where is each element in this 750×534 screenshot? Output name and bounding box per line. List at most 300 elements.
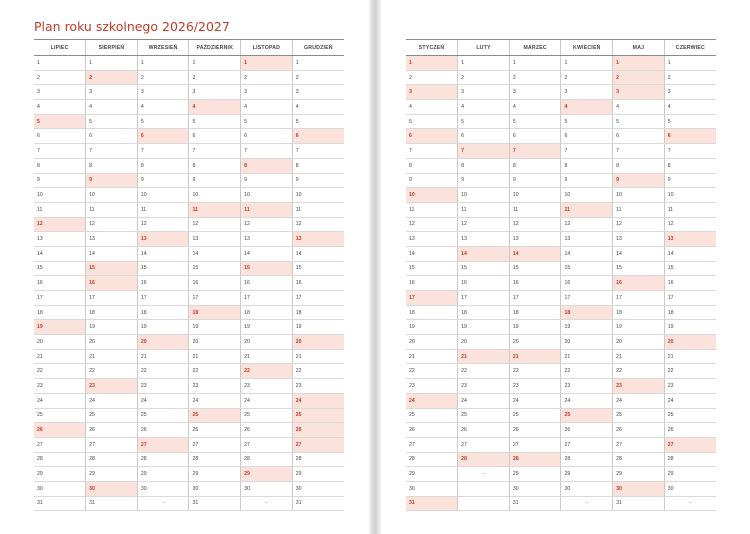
day-cell: 11 [137, 202, 189, 217]
day-row [406, 481, 716, 496]
day-cell: 14 [34, 246, 86, 261]
day-row [406, 144, 716, 159]
day-row [406, 70, 716, 85]
day-cell-highlighted: 30 [86, 481, 138, 496]
day-cell-highlighted: 24 [292, 393, 344, 408]
day-cell: 9 [458, 173, 510, 188]
day-cell: 2 [137, 70, 189, 85]
day-cell: 6 [458, 129, 510, 144]
day-cell: 27 [86, 437, 138, 452]
day-cell: 3 [509, 85, 561, 100]
day-cell-highlighted: 27 [292, 437, 344, 452]
day-cell: 13 [561, 232, 613, 247]
day-cell-highlighted: 13 [292, 232, 344, 247]
day-row [34, 379, 344, 394]
day-cell-highlighted: 14 [509, 246, 561, 261]
day-cell: 28 [406, 452, 458, 467]
day-cell: 24 [137, 393, 189, 408]
day-row [34, 129, 344, 144]
day-cell: 24 [458, 393, 510, 408]
day-cell: 15 [664, 261, 716, 276]
month-header: LUTY [458, 40, 510, 56]
day-cell: 16 [509, 276, 561, 291]
day-cell: 22 [561, 364, 613, 379]
day-row [34, 423, 344, 438]
day-cell: 10 [34, 188, 86, 203]
day-cell-highlighted: 20 [137, 335, 189, 350]
day-cell: 13 [34, 232, 86, 247]
day-row [406, 100, 716, 115]
day-cell: 15 [561, 261, 613, 276]
day-cell: 10 [241, 188, 293, 203]
day-cell: 20 [86, 335, 138, 350]
day-row [34, 276, 344, 291]
day-cell: 1 [292, 56, 344, 71]
day-cell: 14 [292, 246, 344, 261]
month-header: MAJ [613, 40, 665, 56]
day-cell: 13 [458, 232, 510, 247]
day-cell: 19 [509, 320, 561, 335]
day-row [406, 85, 716, 100]
day-cell: 6 [189, 129, 241, 144]
day-cell: 1 [561, 56, 613, 71]
day-cell: 16 [189, 276, 241, 291]
day-row [34, 158, 344, 173]
day-cell: 14 [664, 246, 716, 261]
day-cell: 13 [613, 232, 665, 247]
day-cell-dash: – [561, 496, 613, 511]
day-cell: 13 [86, 232, 138, 247]
day-cell: 2 [664, 70, 716, 85]
day-cell: 5 [86, 114, 138, 129]
day-cell: 15 [406, 261, 458, 276]
day-cell: 9 [561, 173, 613, 188]
day-cell: 28 [613, 452, 665, 467]
day-cell: 21 [613, 349, 665, 364]
day-cell: 6 [241, 129, 293, 144]
day-cell: 4 [34, 100, 86, 115]
day-cell: 31 [292, 496, 344, 511]
day-cell: 9 [189, 173, 241, 188]
day-cell-highlighted: 21 [458, 349, 510, 364]
day-row [34, 496, 344, 511]
day-cell: 21 [561, 349, 613, 364]
day-row [34, 305, 344, 320]
day-row [406, 364, 716, 379]
day-row [406, 393, 716, 408]
day-cell: 27 [509, 437, 561, 452]
day-cell: 13 [241, 232, 293, 247]
day-cell: 8 [137, 158, 189, 173]
day-cell: 10 [292, 188, 344, 203]
day-cell: 9 [509, 173, 561, 188]
day-row [34, 335, 344, 350]
day-cell: 20 [458, 335, 510, 350]
day-cell: 15 [292, 261, 344, 276]
day-cell-highlighted: 7 [458, 144, 510, 159]
day-cell: 5 [509, 114, 561, 129]
day-cell-highlighted: 15 [86, 261, 138, 276]
day-cell-highlighted: 8 [241, 158, 293, 173]
day-cell: 30 [292, 481, 344, 496]
day-cell: 13 [406, 232, 458, 247]
day-cell: 2 [34, 70, 86, 85]
day-row [34, 393, 344, 408]
day-cell: 12 [189, 217, 241, 232]
calendar-table-left [34, 39, 344, 511]
day-cell: 3 [189, 85, 241, 100]
day-cell: 26 [509, 423, 561, 438]
day-cell: 3 [664, 85, 716, 100]
day-cell: 22 [86, 364, 138, 379]
day-cell: 8 [34, 158, 86, 173]
day-cell: 17 [34, 291, 86, 306]
day-cell: 7 [137, 144, 189, 159]
month-header: LISTOPAD [241, 40, 293, 56]
day-row [34, 452, 344, 467]
day-cell: 8 [406, 158, 458, 173]
day-cell: 10 [458, 188, 510, 203]
day-cell: 23 [241, 379, 293, 394]
day-cell: 10 [189, 188, 241, 203]
day-cell: 21 [241, 349, 293, 364]
day-cell-highlighted: 9 [613, 173, 665, 188]
day-cell: 18 [137, 305, 189, 320]
day-cell-highlighted: 25 [561, 408, 613, 423]
day-cell: 10 [86, 188, 138, 203]
day-cell: 14 [613, 246, 665, 261]
day-row [406, 246, 716, 261]
day-row [34, 202, 344, 217]
day-cell: 23 [509, 379, 561, 394]
day-cell: 11 [613, 202, 665, 217]
day-cell: 29 [613, 467, 665, 482]
day-cell-highlighted: 29 [241, 467, 293, 482]
day-cell: 14 [189, 246, 241, 261]
day-cell: 19 [241, 320, 293, 335]
month-header: LIPIEC [34, 40, 86, 56]
day-cell: 9 [137, 173, 189, 188]
day-cell: 8 [509, 158, 561, 173]
day-cell: 29 [86, 467, 138, 482]
day-cell: 8 [189, 158, 241, 173]
day-cell: 7 [406, 144, 458, 159]
day-cell: 19 [406, 320, 458, 335]
day-cell: 7 [86, 144, 138, 159]
day-cell: 8 [561, 158, 613, 173]
day-cell: 20 [189, 335, 241, 350]
day-row [406, 232, 716, 247]
day-cell: 11 [292, 202, 344, 217]
day-row [406, 217, 716, 232]
day-cell: 6 [613, 129, 665, 144]
day-cell: 3 [241, 85, 293, 100]
day-row [34, 188, 344, 203]
day-cell: 27 [561, 437, 613, 452]
day-cell: 22 [458, 364, 510, 379]
day-row [406, 56, 716, 71]
day-row [34, 217, 344, 232]
month-header: PAŹDZIERNIK [189, 40, 241, 56]
day-cell: 1 [509, 56, 561, 71]
day-cell: 30 [664, 481, 716, 496]
day-cell: 27 [406, 437, 458, 452]
day-cell: 4 [406, 100, 458, 115]
day-cell: 2 [292, 70, 344, 85]
day-cell: 17 [86, 291, 138, 306]
day-cell-highlighted: 19 [34, 320, 86, 335]
day-cell: 7 [34, 144, 86, 159]
day-cell: 30 [189, 481, 241, 496]
day-cell: 6 [509, 129, 561, 144]
day-cell: 15 [458, 261, 510, 276]
day-row [406, 202, 716, 217]
day-row [34, 408, 344, 423]
day-cell: 16 [292, 276, 344, 291]
day-cell: 26 [406, 423, 458, 438]
day-cell-highlighted: 10 [406, 188, 458, 203]
day-cell-highlighted: 17 [406, 291, 458, 306]
day-cell: 18 [241, 305, 293, 320]
day-row [406, 349, 716, 364]
day-cell: 10 [137, 188, 189, 203]
day-cell: 22 [406, 364, 458, 379]
day-cell-dash: – [241, 496, 293, 511]
day-cell: 22 [509, 364, 561, 379]
day-cell: 24 [664, 393, 716, 408]
day-cell: 7 [241, 144, 293, 159]
day-cell-highlighted: 6 [406, 129, 458, 144]
day-row [34, 232, 344, 247]
day-cell-highlighted: 4 [189, 100, 241, 115]
day-cell: 10 [664, 188, 716, 203]
day-cell: 24 [241, 393, 293, 408]
day-cell: 6 [34, 129, 86, 144]
day-cell: 15 [34, 261, 86, 276]
month-header: STYCZEŃ [406, 40, 458, 56]
day-cell-highlighted: 5 [34, 114, 86, 129]
day-cell-highlighted: 3 [613, 85, 665, 100]
day-row [34, 320, 344, 335]
day-cell: 26 [613, 423, 665, 438]
day-cell: 18 [34, 305, 86, 320]
day-cell: 29 [561, 467, 613, 482]
day-cell: 19 [292, 320, 344, 335]
day-cell: 24 [189, 393, 241, 408]
day-cell-highlighted: 31 [406, 496, 458, 511]
day-cell: 20 [509, 335, 561, 350]
day-row [34, 437, 344, 452]
month-header: SIERPIEŃ [86, 40, 138, 56]
day-cell-dash: – [137, 496, 189, 511]
day-cell: 22 [664, 364, 716, 379]
day-cell-empty [458, 481, 510, 496]
day-cell: 24 [613, 393, 665, 408]
day-cell: 24 [561, 393, 613, 408]
day-cell: 29 [137, 467, 189, 482]
day-cell: 28 [292, 452, 344, 467]
day-cell: 17 [613, 291, 665, 306]
day-row [34, 85, 344, 100]
day-cell: 30 [561, 481, 613, 496]
day-cell: 14 [137, 246, 189, 261]
day-cell: 4 [509, 100, 561, 115]
day-cell: 12 [509, 217, 561, 232]
day-cell: 14 [86, 246, 138, 261]
day-cell: 23 [664, 379, 716, 394]
day-cell: 24 [34, 393, 86, 408]
day-row [406, 114, 716, 129]
day-cell: 25 [664, 408, 716, 423]
day-cell: 4 [292, 100, 344, 115]
day-cell: 16 [34, 276, 86, 291]
day-cell: 20 [613, 335, 665, 350]
calendar-table-right [406, 39, 716, 511]
day-cell-highlighted: 21 [509, 349, 561, 364]
day-cell: 9 [406, 173, 458, 188]
day-cell-highlighted: 16 [613, 276, 665, 291]
day-cell: 21 [406, 349, 458, 364]
day-cell: 4 [664, 100, 716, 115]
day-cell-highlighted: 11 [561, 202, 613, 217]
month-header: GRUDZIEŃ [292, 40, 344, 56]
day-cell: 16 [458, 276, 510, 291]
day-cell: 5 [406, 114, 458, 129]
day-cell: 5 [458, 114, 510, 129]
day-row [406, 188, 716, 203]
day-cell: 26 [458, 423, 510, 438]
day-cell: 27 [458, 437, 510, 452]
day-cell: 5 [561, 114, 613, 129]
day-row [34, 70, 344, 85]
day-cell-highlighted: 28 [458, 452, 510, 467]
day-cell: 31 [189, 496, 241, 511]
day-cell-highlighted: 15 [241, 261, 293, 276]
day-row [406, 452, 716, 467]
day-cell: 5 [664, 114, 716, 129]
day-cell-highlighted: 26 [34, 423, 86, 438]
day-cell: 27 [189, 437, 241, 452]
day-cell: 26 [137, 423, 189, 438]
day-cell: 29 [189, 467, 241, 482]
day-cell-highlighted: 25 [292, 408, 344, 423]
day-cell: 21 [292, 349, 344, 364]
day-cell: 13 [189, 232, 241, 247]
day-cell: 16 [406, 276, 458, 291]
day-cell-highlighted: 1 [406, 56, 458, 71]
day-cell-highlighted: 9 [86, 173, 138, 188]
day-cell-highlighted: 6 [137, 129, 189, 144]
day-cell: 14 [406, 246, 458, 261]
day-cell: 3 [137, 85, 189, 100]
day-cell: 25 [613, 408, 665, 423]
day-cell: 18 [406, 305, 458, 320]
day-cell: 25 [137, 408, 189, 423]
day-cell: 20 [561, 335, 613, 350]
day-cell-highlighted: 2 [613, 70, 665, 85]
day-row [34, 114, 344, 129]
day-cell: 20 [241, 335, 293, 350]
day-cell: 26 [664, 423, 716, 438]
day-row [34, 56, 344, 71]
day-cell: 18 [292, 305, 344, 320]
day-cell: 12 [613, 217, 665, 232]
day-row [406, 158, 716, 173]
day-cell: 24 [86, 393, 138, 408]
day-cell: 28 [137, 452, 189, 467]
day-cell: 16 [137, 276, 189, 291]
day-cell: 15 [613, 261, 665, 276]
day-cell: 19 [458, 320, 510, 335]
day-cell: 4 [137, 100, 189, 115]
month-header: CZERWIEC [664, 40, 716, 56]
day-cell: 28 [189, 452, 241, 467]
day-cell-highlighted: 23 [613, 379, 665, 394]
day-cell: 27 [241, 437, 293, 452]
day-cell: 2 [509, 70, 561, 85]
day-cell: 9 [292, 173, 344, 188]
day-row [406, 335, 716, 350]
day-cell: 1 [189, 56, 241, 71]
day-cell: 4 [458, 100, 510, 115]
day-cell: 1 [137, 56, 189, 71]
day-cell-highlighted: 11 [189, 202, 241, 217]
day-row [34, 467, 344, 482]
day-row [34, 364, 344, 379]
day-cell: 3 [34, 85, 86, 100]
day-cell-highlighted: 6 [664, 129, 716, 144]
day-cell: 4 [613, 100, 665, 115]
day-row [406, 129, 716, 144]
day-cell: 19 [189, 320, 241, 335]
day-cell: 4 [241, 100, 293, 115]
day-cell: 17 [241, 291, 293, 306]
day-cell: 12 [561, 217, 613, 232]
day-cell: 15 [509, 261, 561, 276]
day-cell: 28 [241, 452, 293, 467]
day-cell: 31 [86, 496, 138, 511]
day-cell: 23 [292, 379, 344, 394]
day-row [34, 100, 344, 115]
day-cell: 24 [509, 393, 561, 408]
day-row [34, 291, 344, 306]
day-cell: 11 [509, 202, 561, 217]
day-cell: 22 [613, 364, 665, 379]
month-header-row [406, 40, 716, 56]
day-cell-highlighted: 26 [292, 423, 344, 438]
day-cell: 25 [406, 408, 458, 423]
day-cell: 9 [34, 173, 86, 188]
day-cell: 3 [292, 85, 344, 100]
day-cell: 13 [509, 232, 561, 247]
day-cell-highlighted: 1 [613, 56, 665, 71]
day-cell: 7 [292, 144, 344, 159]
day-cell: 12 [292, 217, 344, 232]
day-row [406, 261, 716, 276]
day-cell: 7 [561, 144, 613, 159]
day-cell: 2 [241, 70, 293, 85]
day-cell: 19 [137, 320, 189, 335]
day-cell: 16 [664, 276, 716, 291]
day-cell: 5 [613, 114, 665, 129]
day-cell-empty [458, 496, 510, 511]
day-cell: 2 [406, 70, 458, 85]
day-cell: 19 [86, 320, 138, 335]
day-cell-highlighted: 4 [561, 100, 613, 115]
day-cell: 10 [613, 188, 665, 203]
day-cell: 16 [561, 276, 613, 291]
month-header: WRZESIEŃ [137, 40, 189, 56]
